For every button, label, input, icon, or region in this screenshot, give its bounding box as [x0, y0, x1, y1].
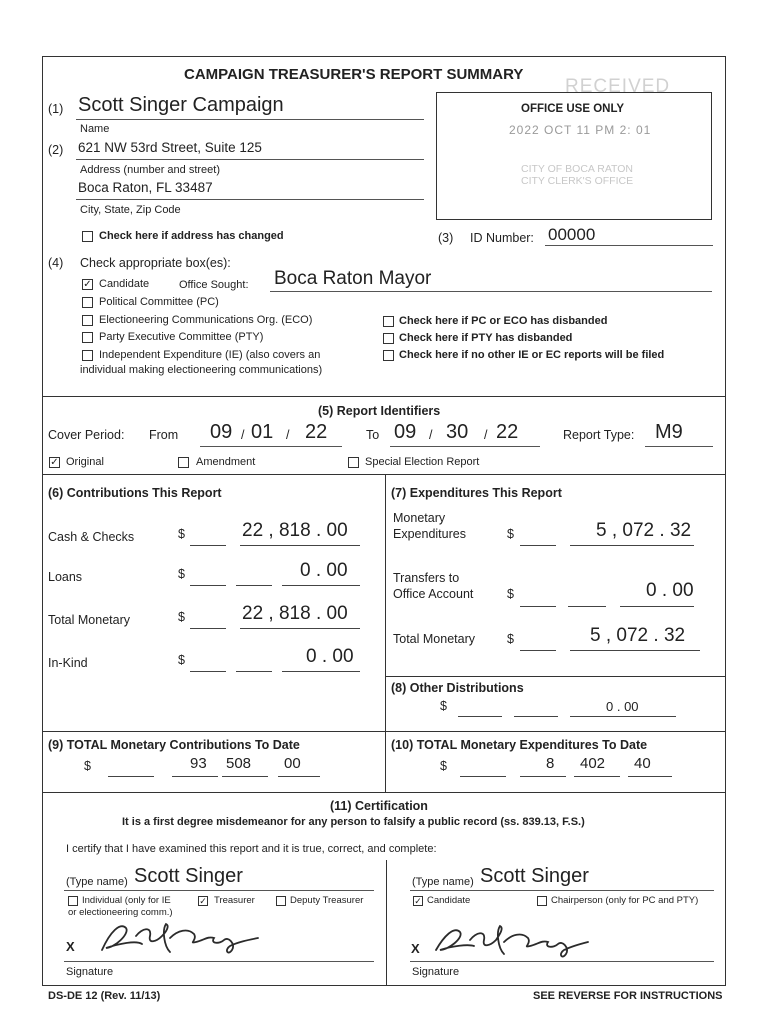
signature-label-right: Signature: [412, 966, 460, 978]
to-month[interactable]: 09: [394, 421, 417, 443]
to-underline: [390, 446, 540, 447]
see-reverse-text: SEE REVERSE FOR INSTRUCTIONS: [533, 990, 723, 1002]
name-label: Name: [80, 123, 110, 135]
loans-value[interactable]: 0 . 00: [300, 560, 348, 581]
eco-label: Electioneering Communications Org. (ECO): [99, 314, 313, 326]
deputy-treasurer-label: Deputy Treasurer: [290, 895, 364, 906]
from-day[interactable]: 01: [251, 421, 274, 443]
original-label: Original: [66, 456, 104, 468]
city-label: City, State, Zip Code: [80, 204, 181, 216]
report-identifiers-title: (5) Report Identifiers: [318, 404, 441, 418]
address-value[interactable]: 621 NW 53rd Street, Suite 125: [78, 140, 262, 155]
divider-totals: [42, 731, 726, 732]
in-kind-value[interactable]: 0 . 00: [306, 646, 354, 667]
expenditures-title: (7) Expenditures This Report: [391, 486, 562, 500]
treasurer-label: Treasurer: [214, 895, 255, 906]
dollar-sign: $: [84, 759, 91, 773]
dollar-sign: $: [178, 527, 185, 541]
pc-label: Political Committee (PC): [99, 296, 219, 308]
x-mark-left: X: [66, 939, 75, 954]
address-changed-label: Check here if address has changed: [99, 230, 284, 242]
from-label: From: [149, 428, 179, 442]
total-exp-value[interactable]: 5 , 072 . 32: [590, 625, 686, 646]
deputy-treasurer-checkbox[interactable]: [276, 896, 286, 906]
total-exp-label: Total Monetary: [393, 632, 475, 646]
dollar-sign: $: [440, 699, 447, 713]
signature-underline-left: [64, 961, 374, 962]
amendment-checkbox[interactable]: [178, 457, 189, 468]
amendment-label: Amendment: [196, 456, 256, 468]
contributions-title: (6) Contributions This Report: [48, 486, 222, 500]
divider-other-distributions: [385, 676, 726, 677]
dollar-sign: $: [178, 567, 185, 581]
chairperson-checkbox[interactable]: [537, 896, 547, 906]
check-mark-icon: ✓: [414, 896, 422, 906]
office-use-label: OFFICE USE ONLY: [521, 103, 625, 115]
type-name-value-left[interactable]: Scott Singer: [134, 865, 243, 887]
office-sought-label: Office Sought:: [179, 279, 249, 291]
name-underline: [76, 119, 424, 120]
from-underline: [200, 446, 342, 447]
special-election-label: Special Election Report: [365, 456, 480, 468]
individual-label-1: Individual (only for IE: [82, 895, 171, 906]
eco-checkbox[interactable]: [82, 315, 93, 326]
check-boxes-label: Check appropriate box(es):: [80, 256, 231, 270]
id-value[interactable]: 00000: [548, 225, 596, 244]
office-sought-value[interactable]: Boca Raton Mayor: [274, 268, 432, 289]
address-underline: [76, 159, 424, 160]
ie-checkbox[interactable]: [82, 350, 93, 361]
id-underline: [545, 245, 713, 246]
dollar-sign: $: [507, 587, 514, 601]
item4-number: (4): [48, 256, 64, 270]
type-name-label-left: (Type name): [66, 876, 128, 888]
received-stamp: RECEIVED: [565, 76, 671, 97]
x-mark-right: X: [411, 941, 420, 956]
dollar-sign: $: [178, 653, 185, 667]
other-distributions-value[interactable]: 0 . 00: [606, 699, 639, 714]
office-sought-underline: [270, 291, 712, 292]
individual-checkbox[interactable]: [68, 896, 78, 906]
transfers-label-1: Transfers to: [393, 571, 460, 585]
total-monetary-label: Total Monetary: [48, 613, 130, 627]
chairperson-label: Chairperson (only for PC and PTY): [551, 895, 699, 906]
total-contributions-title: (9) TOTAL Monetary Contributions To Date: [48, 738, 300, 752]
monetary-exp-label-2: Expenditures: [393, 527, 466, 541]
to-day[interactable]: 30: [446, 421, 469, 443]
item1-number: (1): [48, 102, 64, 116]
signature-divider: [386, 860, 387, 986]
divider-contributions: [42, 474, 726, 475]
dollar-sign: $: [440, 759, 447, 773]
type-name-underline-left: [64, 890, 374, 891]
pc-checkbox[interactable]: [82, 297, 93, 308]
candidate-label: Candidate: [99, 278, 150, 290]
stamp-office-1: CITY OF BOCA RATON: [521, 163, 634, 175]
treasurer-checkbox[interactable]: [198, 896, 208, 906]
address-label: Address (number and street): [80, 164, 221, 176]
special-election-checkbox[interactable]: [348, 457, 359, 468]
item3-number: (3): [438, 231, 454, 245]
loans-label: Loans: [48, 570, 83, 584]
address-changed-checkbox[interactable]: [82, 231, 93, 242]
check-mark-icon: ✓: [50, 457, 59, 468]
city-value[interactable]: Boca Raton, FL 33487: [78, 180, 213, 195]
candidate-cert-checkbox[interactable]: [413, 896, 423, 906]
pty-checkbox[interactable]: [82, 332, 93, 343]
report-type-label: Report Type:: [563, 428, 635, 442]
signature-label-left: Signature: [66, 966, 114, 978]
check-mark-icon: ✓: [83, 279, 92, 290]
cash-checks-value[interactable]: 22 , 818 . 00: [242, 520, 348, 541]
monetary-exp-value[interactable]: 5 , 072 . 32: [596, 520, 692, 541]
divider-report-identifiers: [42, 396, 726, 397]
signature-left: [96, 914, 266, 962]
office-use-box: [436, 92, 712, 220]
other-distributions-title: (8) Other Distributions: [391, 681, 524, 695]
total-monetary-value[interactable]: 22 , 818 . 00: [242, 603, 348, 624]
form-title: CAMPAIGN TREASURER'S REPORT SUMMARY: [184, 66, 524, 83]
dollar-sign: $: [507, 632, 514, 646]
monetary-exp-label-1: Monetary: [393, 511, 446, 525]
total-expenditures-units[interactable]: 402: [580, 755, 606, 772]
id-label: ID Number:: [470, 231, 534, 245]
total-expenditures-thousands[interactable]: 8: [546, 755, 555, 772]
cover-period-label: Cover Period:: [48, 428, 125, 442]
to-label: To: [366, 428, 380, 442]
city-underline: [76, 199, 424, 200]
pty-label: Party Executive Committee (PTY): [99, 331, 264, 343]
cash-checks-label: Cash & Checks: [48, 530, 135, 544]
type-name-label-right: (Type name): [412, 876, 474, 888]
candidate-cert-label: Candidate: [427, 895, 471, 906]
transfers-value[interactable]: 0 . 00: [646, 580, 694, 601]
type-name-value-right[interactable]: Scott Singer: [480, 865, 589, 887]
divider-certification: [42, 792, 726, 793]
type-name-underline-right: [410, 890, 714, 891]
total-expenditures-cents[interactable]: 40: [634, 755, 651, 772]
to-year[interactable]: 22: [496, 421, 519, 443]
signature-right: [432, 916, 602, 964]
total-expenditures-title: (10) TOTAL Monetary Expenditures To Date: [391, 738, 648, 752]
no-other-reports-label: Check here if no other IE or EC reports will be filed: [399, 349, 665, 361]
stamp-date: 2022 OCT 11 PM 2: 01: [509, 123, 652, 137]
original-checkbox[interactable]: [49, 457, 60, 468]
misdemeanor-text: It is a first degree misdemeanor for any person to falsify a public record (ss. 839.13, F.S.): [122, 816, 585, 828]
disbanded-pty-label: Check here if PTY has disbanded: [399, 332, 573, 344]
individual-label-2: or electioneering comm.): [68, 907, 173, 918]
form-id: DS-DE 12 (Rev. 11/13): [48, 990, 161, 1002]
total-contributions-thousands[interactable]: 93: [190, 755, 207, 772]
no-other-reports-checkbox[interactable]: [383, 350, 394, 361]
dollar-sign: $: [507, 527, 514, 541]
certify-text: I certify that I have examined this report and it is true, correct, and complete:: [66, 843, 437, 855]
dollar-sign: $: [178, 610, 185, 624]
ie-label-2: individual making electioneering communications): [80, 364, 323, 376]
disbanded-pc-checkbox[interactable]: [383, 316, 394, 327]
disbanded-pc-label: Check here if PC or ECO has disbanded: [399, 315, 608, 327]
total-contributions-units[interactable]: 508: [226, 755, 252, 772]
candidate-checkbox[interactable]: [82, 279, 93, 290]
ie-label-1: Independent Expenditure (IE) (also covers an: [99, 349, 321, 361]
signature-underline-right: [410, 961, 714, 962]
center-divider: [385, 474, 386, 792]
from-year[interactable]: 22: [305, 421, 328, 443]
report-type-underline: [645, 446, 713, 447]
check-mark-icon: ✓: [199, 896, 207, 906]
certification-title: (11) Certification: [330, 799, 428, 813]
transfers-label-2: Office Account: [393, 587, 474, 601]
stamp-office-2: CITY CLERK'S OFFICE: [521, 175, 634, 187]
total-contributions-cents[interactable]: 00: [284, 755, 301, 772]
item2-number: (2): [48, 143, 64, 157]
disbanded-pty-checkbox[interactable]: [383, 333, 394, 344]
in-kind-label: In-Kind: [48, 656, 88, 670]
name-value[interactable]: Scott Singer Campaign: [78, 94, 284, 116]
report-type-value[interactable]: M9: [655, 421, 683, 443]
from-month[interactable]: 09: [210, 421, 233, 443]
